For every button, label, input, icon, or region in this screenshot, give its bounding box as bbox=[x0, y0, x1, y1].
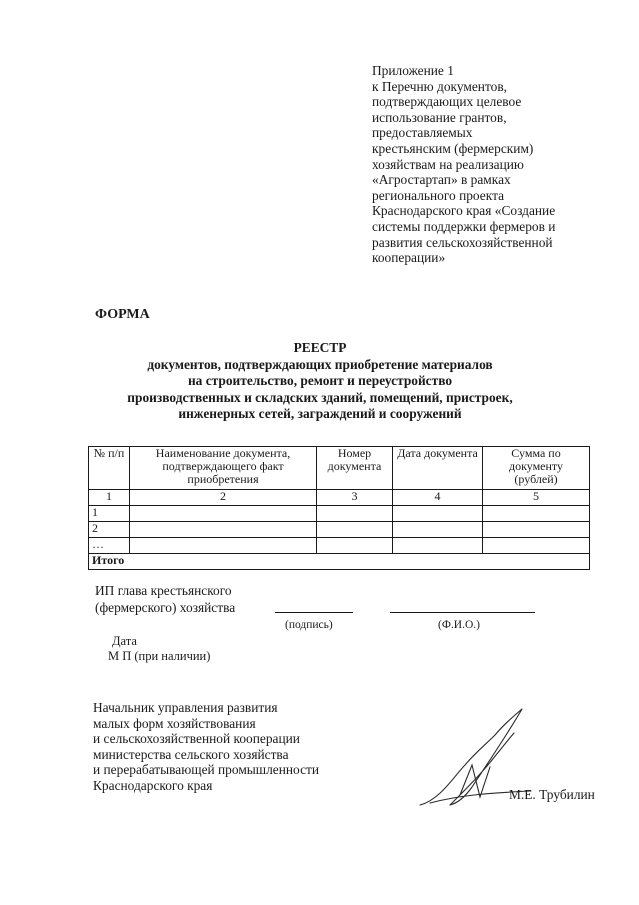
appendix-line: к Перечню документов, bbox=[372, 78, 507, 94]
appendix-line: крестьянским (фермерским) bbox=[372, 140, 534, 156]
date-label: Дата bbox=[112, 634, 137, 648]
table-row bbox=[89, 538, 590, 554]
appendix-line: хозяйствам на реализацию bbox=[372, 156, 524, 172]
signature-line bbox=[275, 612, 353, 613]
appendix-line: предоставляемых bbox=[372, 125, 473, 141]
title-line: инженерных сетей, заграждений и сооружений bbox=[178, 406, 462, 421]
title-line: документов, подтверждающих приобретение материалов bbox=[147, 356, 493, 372]
name-caption: (Ф.И.О.) bbox=[438, 619, 480, 631]
table-cell bbox=[393, 522, 483, 538]
chief-line: Начальник управления развития bbox=[93, 700, 278, 715]
table-cell: 1 bbox=[89, 506, 130, 522]
table-row bbox=[89, 522, 590, 538]
total-row bbox=[89, 554, 590, 570]
table-cell: … bbox=[89, 538, 130, 554]
column-header: Наименование документа, подтверждающего факт приобретения bbox=[130, 447, 317, 490]
table-cell bbox=[130, 522, 317, 538]
appendix-line: системы поддержки фермеров и bbox=[372, 218, 556, 234]
table-cell bbox=[317, 506, 393, 522]
title-heading: РЕЕСТР bbox=[293, 340, 347, 355]
table-cell: 2 bbox=[89, 522, 130, 538]
appendix-line: использование грантов, bbox=[372, 109, 507, 125]
table-cell bbox=[483, 522, 590, 538]
appendix-line: «Агростартап» в рамках bbox=[372, 172, 511, 188]
form-label: ФОРМА bbox=[95, 307, 150, 322]
appendix-line: развития сельскохозяйственной bbox=[372, 234, 553, 250]
table-cell bbox=[483, 538, 590, 554]
column-number: 4 bbox=[393, 490, 483, 506]
chief-name: М.Е. Трубилин bbox=[509, 787, 595, 802]
stamp-label: М П (при наличии) bbox=[108, 649, 211, 663]
chief-block bbox=[93, 700, 319, 794]
appendix-line: кооперации» bbox=[372, 250, 446, 266]
registry-table bbox=[88, 446, 590, 570]
column-number: 2 bbox=[130, 490, 317, 506]
table-cell bbox=[317, 522, 393, 538]
table-cell bbox=[393, 538, 483, 554]
table-cell bbox=[317, 538, 393, 554]
chief-line: и перерабатывающей промышленности bbox=[93, 762, 320, 778]
name-line bbox=[390, 612, 535, 613]
entrepreneur-line-2: (фермерского) хозяйства bbox=[95, 600, 236, 615]
chief-line: и сельскохозяйственной кооперации bbox=[93, 731, 300, 747]
entrepreneur-block bbox=[95, 582, 235, 616]
appendix-line: регионального проекта bbox=[372, 187, 505, 203]
title-line: на строительство, ремонт и переустройство bbox=[187, 373, 453, 388]
table-cell bbox=[130, 538, 317, 554]
appendix-line: подтверждающих целевое bbox=[372, 94, 522, 110]
column-header: Дата документа bbox=[393, 447, 483, 490]
table-header-row bbox=[89, 447, 590, 490]
appendix-block bbox=[372, 63, 632, 266]
appendix-line: Приложение 1 bbox=[372, 63, 454, 78]
title-line: производственных и складских зданий, помещений, пристроек, bbox=[127, 389, 513, 405]
column-header: № п/п bbox=[89, 447, 130, 490]
chief-line: министерства сельского хозяйства bbox=[93, 746, 289, 762]
entrepreneur-line-1: ИП глава крестьянского bbox=[95, 583, 232, 598]
column-number: 5 bbox=[483, 490, 590, 506]
table-cell bbox=[393, 506, 483, 522]
column-header: Номер документа bbox=[317, 447, 393, 490]
column-number-row bbox=[89, 490, 590, 506]
document-title bbox=[80, 340, 560, 423]
column-header: Сумма по документу (рублей) bbox=[483, 447, 590, 490]
table-cell bbox=[130, 506, 317, 522]
table-row bbox=[89, 506, 590, 522]
signature-caption: (подпись) bbox=[285, 619, 333, 631]
column-number: 1 bbox=[89, 490, 130, 506]
chief-line: Краснодарского края bbox=[93, 777, 213, 793]
column-number: 3 bbox=[317, 490, 393, 506]
appendix-line: Краснодарского края «Создание bbox=[372, 203, 556, 219]
chief-line: малых форм хозяйствования bbox=[93, 715, 256, 731]
table-cell bbox=[483, 506, 590, 522]
total-label: Итого bbox=[89, 554, 590, 570]
